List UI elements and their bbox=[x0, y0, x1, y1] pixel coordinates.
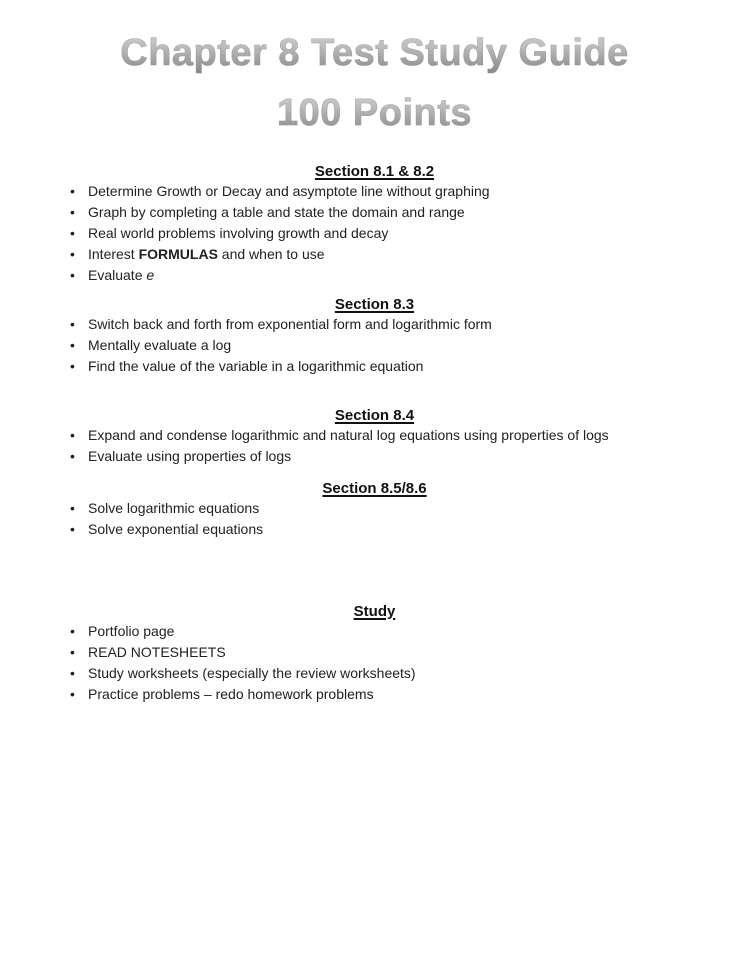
section-heading-study: Study bbox=[353, 603, 396, 620]
bullet-list-section-8-4 bbox=[0, 425, 749, 467]
list-item: • Mentally evaluate a log bbox=[69, 335, 709, 356]
document-title bbox=[0, 0, 749, 143]
section-heading-8-1-8-2: Section 8.1 & 8.2 bbox=[314, 163, 435, 180]
list-item: • Real world problems involving growth and decay bbox=[69, 223, 709, 244]
list-item: • Study worksheets (especially the review worksheets) bbox=[69, 663, 709, 684]
list-item: • Expand and condense logarithmic and natural log equations using properties of logs bbox=[69, 425, 709, 446]
text-fragment: Interest bbox=[88, 246, 139, 262]
section-heading-8-4: Section 8.4 bbox=[334, 407, 415, 424]
document-title-line2: 100 Points bbox=[0, 83, 749, 143]
list-item: • Solve exponential equations bbox=[69, 519, 709, 540]
list-item: • Switch back and forth from exponential form and logarithmic form bbox=[69, 314, 709, 335]
list-item: • Determine Growth or Decay and asymptote line without graphing bbox=[69, 181, 709, 202]
list-item bbox=[69, 265, 709, 286]
section-heading-8-3: Section 8.3 bbox=[334, 296, 415, 313]
list-item: • Portfolio page bbox=[69, 621, 709, 642]
text-fragment: and when to use bbox=[217, 246, 325, 262]
bullet-list-section-8-3 bbox=[0, 314, 749, 377]
text-fragment: Evaluate bbox=[88, 267, 147, 283]
bullet-list-section-8-1-8-2 bbox=[0, 181, 749, 286]
bullet-list-section-8-5-8-6 bbox=[0, 498, 749, 540]
bullet-list-study bbox=[0, 621, 749, 705]
list-item bbox=[69, 244, 709, 265]
section-heading-8-5-8-6: Section 8.5/8.6 bbox=[322, 480, 427, 497]
list-item: • Practice problems – redo homework problems bbox=[69, 684, 709, 705]
italic-text-fragment: e bbox=[146, 267, 155, 283]
list-item: • Graph by completing a table and state the domain and range bbox=[69, 202, 709, 223]
list-item: • Solve logarithmic equations bbox=[69, 498, 709, 519]
list-item: • Find the value of the variable in a logarithmic equation bbox=[69, 356, 709, 377]
document-title-line1: Chapter 8 Test Study Guide bbox=[0, 23, 749, 83]
bold-text-fragment: FORMULAS bbox=[138, 246, 218, 262]
list-item: • READ NOTESHEETS bbox=[69, 642, 709, 663]
list-item: • Evaluate using properties of logs bbox=[69, 446, 709, 467]
